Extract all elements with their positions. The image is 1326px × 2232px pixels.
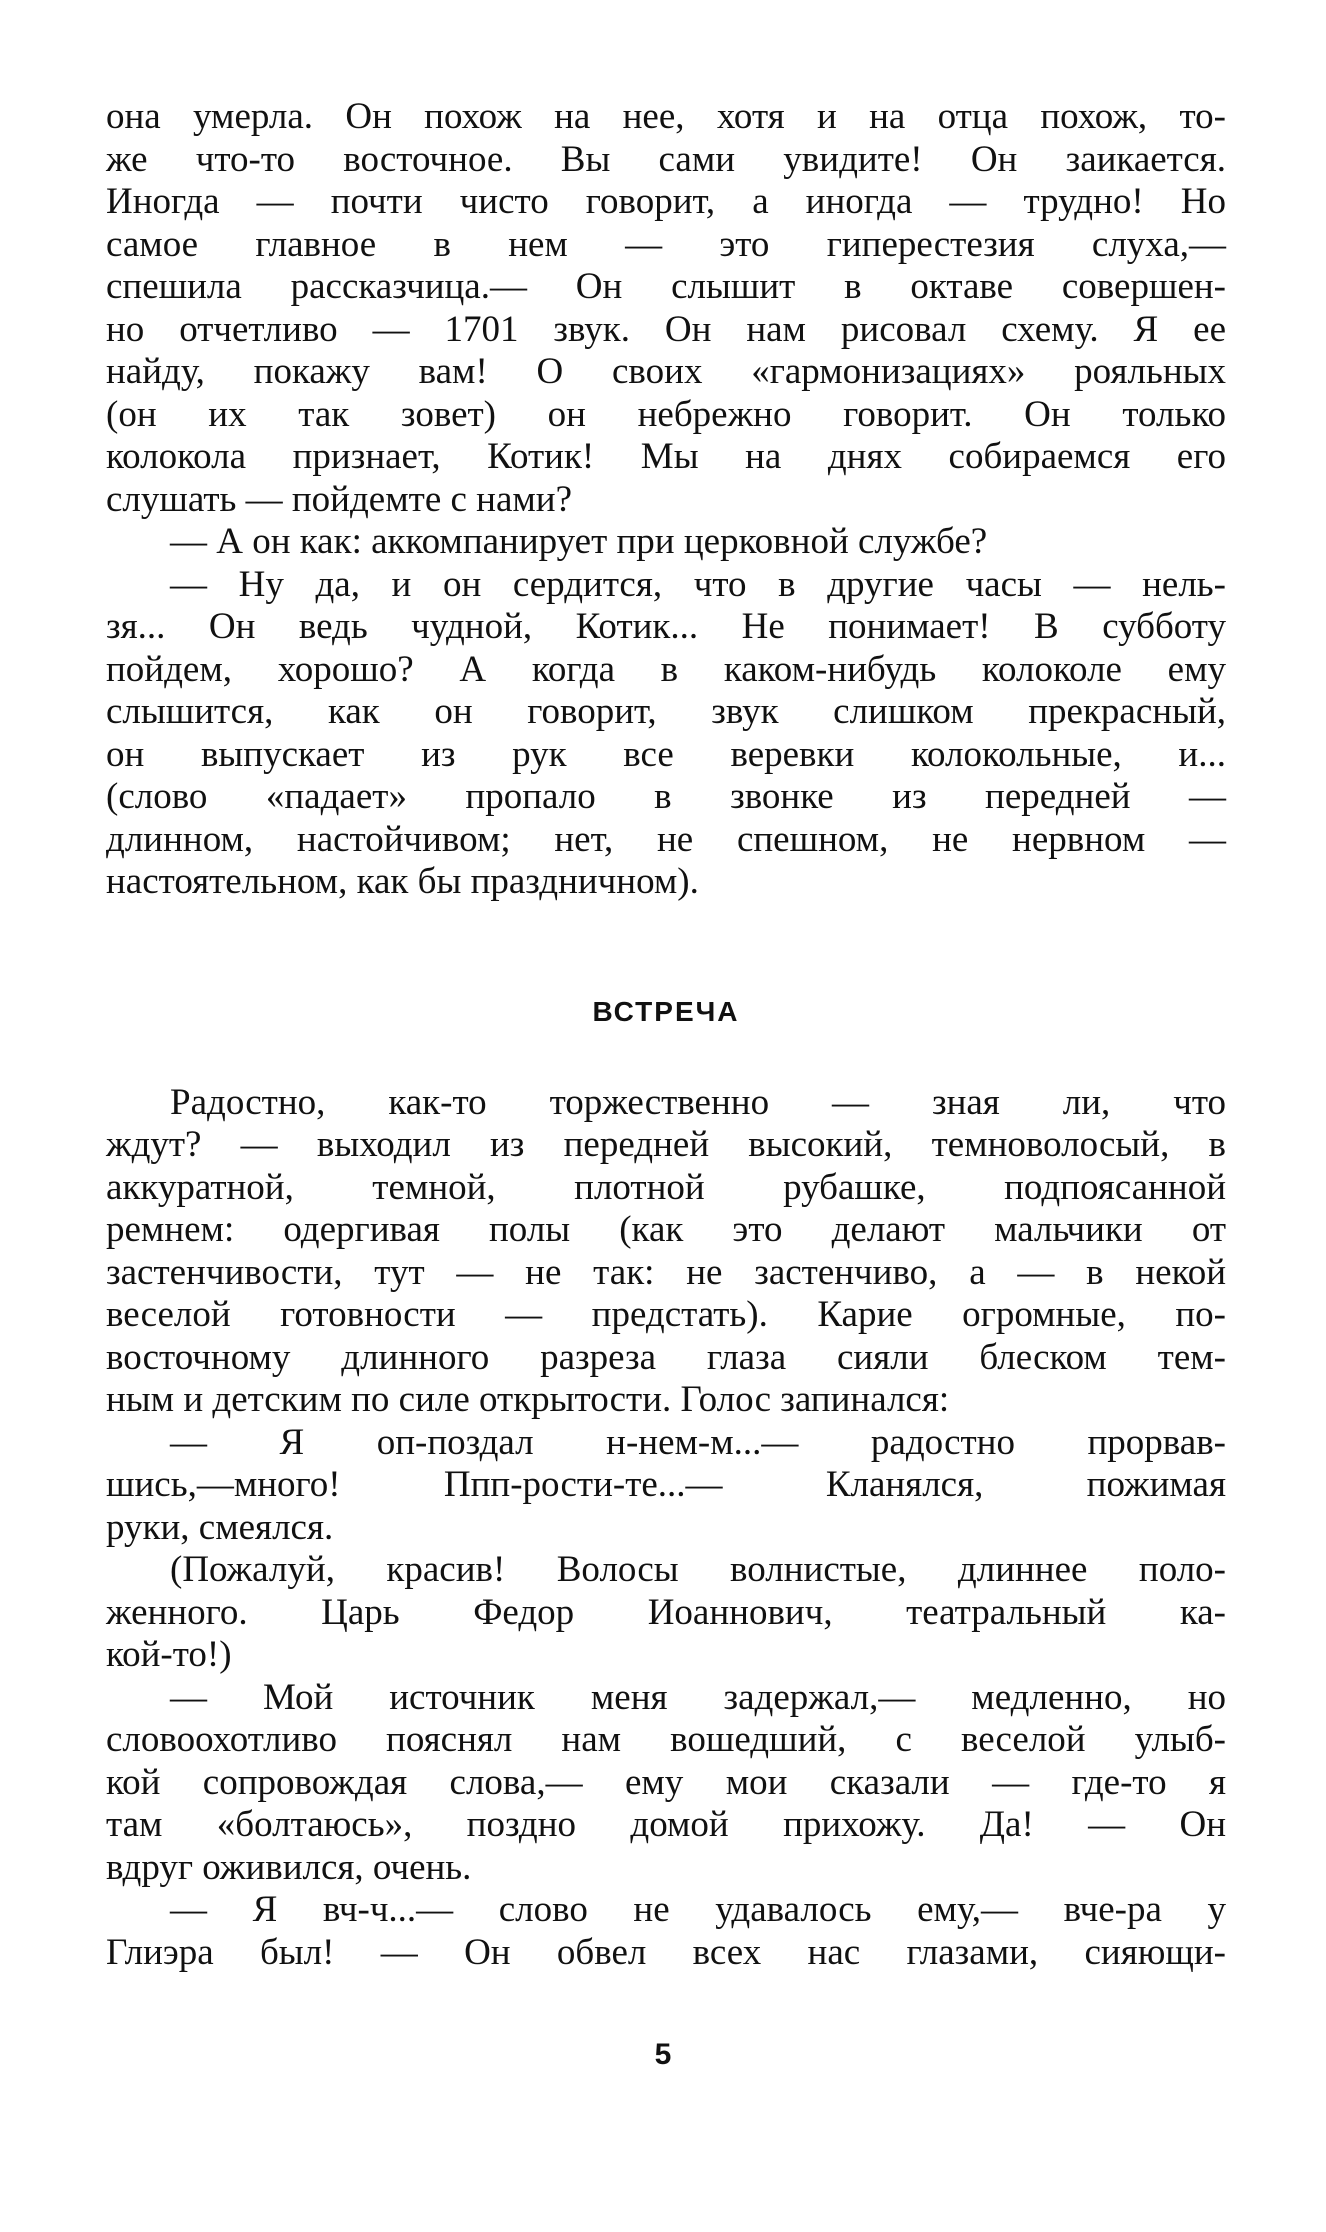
text-line: спешила рассказчица.— Он слышит в октаве совершен-: [106, 266, 1226, 307]
paragraph: [106, 96, 1226, 521]
text-block-bottom: [106, 1082, 1226, 1975]
text-line: (слово «падает» пропало в звонке из передней —: [106, 776, 1226, 817]
paragraph: [106, 1889, 1226, 1974]
text-line: — Ну да, и он сердится, что в другие часы — нель-: [170, 563, 1226, 605]
text-line: вдруг оживился, очень.: [106, 1846, 472, 1888]
paragraph: [106, 1549, 1226, 1677]
text-line: пойдем, хорошо? А когда в каком-нибудь колоколе ему: [106, 648, 1226, 690]
text-line: женного. Царь Федор Иоаннович, театральный ка-: [106, 1591, 1226, 1633]
text-line: же что-то восточное. Вы сами увидите! Он заикается.: [106, 138, 1226, 180]
text-line: найду, покажу вам! О своих «гармонизациях» рояльных: [106, 351, 1226, 392]
text-line: самое главное в нем — это гиперестезия слуха,—: [106, 223, 1226, 265]
paragraph: [106, 564, 1226, 904]
text-line: она умерла. Он похож на нее, хотя и на отца похож, то-: [106, 96, 1226, 137]
text-line: слышится, как он говорит, звук слишком прекрасный,: [106, 691, 1226, 732]
paragraph: [106, 1677, 1226, 1890]
section-title: ВСТРЕЧА: [592, 995, 740, 1027]
text-line: руки, смеялся.: [106, 1506, 334, 1548]
paragraph: [106, 1082, 1226, 1422]
text-line: — Я оп-поздал н-нем-м...— радостно прорвав-: [170, 1421, 1226, 1463]
paragraph: [106, 521, 1226, 564]
text-line: кой сопровождая слова,— ему мои сказали — где-то я: [106, 1761, 1226, 1803]
text-line: ремнем: одергивая полы (как это делают мальчики от: [106, 1209, 1226, 1250]
text-line: колокола признает, Котик! Мы на днях собираемся его: [106, 436, 1226, 477]
text-line: настоятельном, как бы праздничном).: [106, 861, 699, 902]
text-line: Глиэра был! — Он обвел всех нас глазами, сияющи-: [106, 1931, 1226, 1973]
text-line: Радостно, как-то торжественно — зная ли, что: [170, 1081, 1226, 1123]
paragraph: [106, 1422, 1226, 1550]
text-line: (он их так зовет) он небрежно говорит. Он только: [106, 393, 1226, 435]
text-line: застенчивости, тут — не так: не застенчиво, а — в некой: [106, 1251, 1226, 1293]
text-line: — А он как: аккомпанирует при церковной службе?: [170, 521, 988, 562]
book-page: [106, 96, 1226, 1974]
text-line: там «болтаюсь», поздно домой прихожу. Да! — Он: [106, 1804, 1226, 1845]
text-line: — Я вч-ч...— слово не удавалось ему,— вче-ра у: [170, 1889, 1226, 1930]
text-line: шись,—много! Ппп-рости-те...— Кланялся, пожимая: [106, 1464, 1226, 1505]
text-line: он выпускает из рук все веревки колокольные, и...: [106, 733, 1226, 775]
text-line: ждут? — выходил из передней высокий, темноволосый, в: [106, 1124, 1226, 1165]
text-line: восточному длинного разреза глаза сияли блеском тем-: [106, 1336, 1226, 1378]
page-number: 5: [654, 2038, 672, 2071]
text-line: зя... Он ведь чудной, Котик... Не понимает! В субботу: [106, 606, 1226, 647]
text-line: веселой готовности — предстать). Карие огромные, по-: [106, 1294, 1226, 1335]
text-line: длинном, настойчивом; нет, не спешном, не нервном —: [106, 818, 1226, 860]
text-block-top: [106, 96, 1226, 904]
text-line: Иногда — почти чисто говорит, а иногда — трудно! Но: [106, 181, 1226, 222]
text-line: (Пожалуй, красив! Волосы волнистые, длиннее поло-: [170, 1549, 1226, 1590]
text-line: словоохотливо пояснял нам вошедший, с веселой улыб-: [106, 1719, 1226, 1760]
text-line: кой-то!): [106, 1634, 232, 1675]
text-line: ным и детским по силе открытости. Голос запинался:: [106, 1379, 950, 1420]
text-line: аккуратной, темной, плотной рубашке, подпоясанной: [106, 1166, 1226, 1208]
text-line: — Мой источник меня задержал,— медленно, но: [170, 1676, 1226, 1718]
text-line: слушать — пойдемте с нами?: [106, 478, 573, 520]
text-line: но отчетливо — 1701 звук. Он нам рисовал схему. Я ее: [106, 308, 1226, 350]
